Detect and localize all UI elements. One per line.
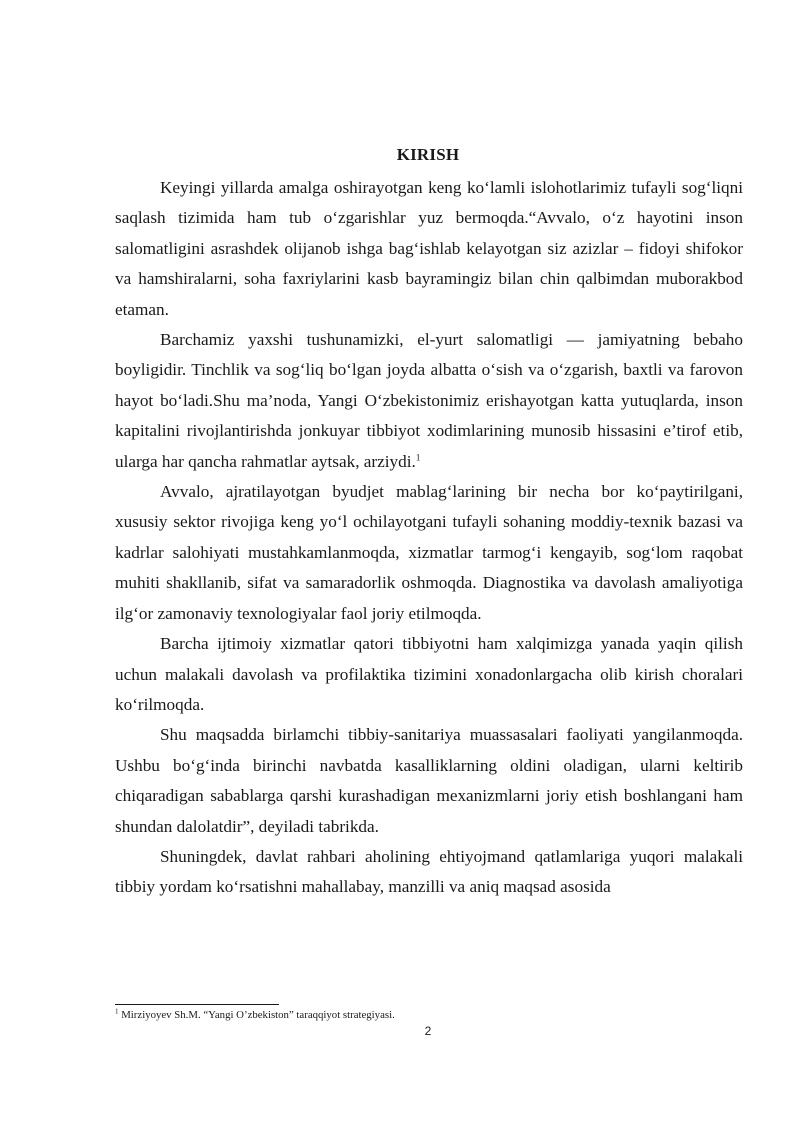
paragraph-4: Barcha ijtimoiy xizmatlar qatori tibbiyotni ham xalqimizga yanada yaqin qilish uchun malakali davolash va profilaktika tizimini xonadonlargacha olib kirish choralari ko‘rilmoqda.: [115, 634, 743, 714]
footnote: [115, 1008, 395, 1022]
paragraph-2-text: Barchamiz yaxshi tushunamizki, el-yurt salomatligi — jamiyatning bebaho boyligidir. Tinchlik va sog‘liq bo‘lgan joyda albatta o‘sish va o‘zgarish, baxtli va farovon hayot bo‘ladi.Shu ma’noda, Yangi O‘zbekistonimiz erishayotgan katta yutuqlarda, inson kapitalini rivojlantirishda jonkuyar tibbiyot xodimlarining munosib hissasini e’tirof etib, ularga har qancha rahmatlar aytsak, arziydi.: [115, 330, 743, 471]
footnote-divider: [115, 1004, 279, 1005]
footnote-marker: 1: [115, 1007, 119, 1016]
footnote-reference[interactable]: 1: [415, 451, 421, 462]
body-text: [115, 173, 743, 903]
paragraph-2: [115, 325, 743, 477]
paragraph-5: Shu maqsadda birlamchi tibbiy-sanitariya muassasalari faoliyati yangilanmoqda. Ushbu bo‘g‘inda birinchi navbatda kasalliklarning oldini oladigan, ularni keltirib chiqaradigan sabablarga qarshi kurashadigan mexanizmlarni joriy etish boshlangani ham shundan dalolatdir”, deyiladi tabrikda.: [115, 725, 743, 836]
footnote-text: Mirziyoyev Sh.M. “Yangi O’zbekiston” taraqqiyot strategiyasi.: [121, 1009, 395, 1021]
section-title: KIRISH: [396, 145, 460, 164]
paragraph-6: Shuningdek, davlat rahbari aholining ehtiyojmand qatlamlariga yuqori malakali tibbiy yordam ko‘rsatishni mahallabay, manzilli va aniq maqsad asosida: [115, 846, 743, 897]
page-number: 2: [424, 1024, 432, 1038]
paragraph-1: Keyingi yillarda amalga oshirayotgan keng ko‘lamli islohotlarimiz tufayli sog‘liqni saqlash tizimida ham tub o‘zgarishlar yuz bermoqda.“Avvalo, o‘z hayotini inson salomatligini asrashdek olijanob ishga bag‘ishlab kelayotgan siz azizlar – fidoyi shifokor va hamshiralarni, soha faxriylarini kasb bayramingiz bilan chin qalbimdan muborakbod etaman.: [115, 178, 743, 319]
paragraph-3: Avvalo, ajratilayotgan byudjet mablag‘larining bir necha bor ko‘paytirilgani, xususiy sektor rivojiga keng yo‘l ochilayotgani tufayli sohaning moddiy-texnik bazasi va kadrlar salohiyati mustahkamlanmoqda, xizmatlar tarmog‘i kengayib, sog‘lom raqobat muhiti shakllanib, sifat va samaradorlik oshmoqda. Diagnostika va davolash amaliyotiga ilg‘or zamonaviy texnologiyalar faol joriy etilmoqda.: [115, 482, 743, 623]
